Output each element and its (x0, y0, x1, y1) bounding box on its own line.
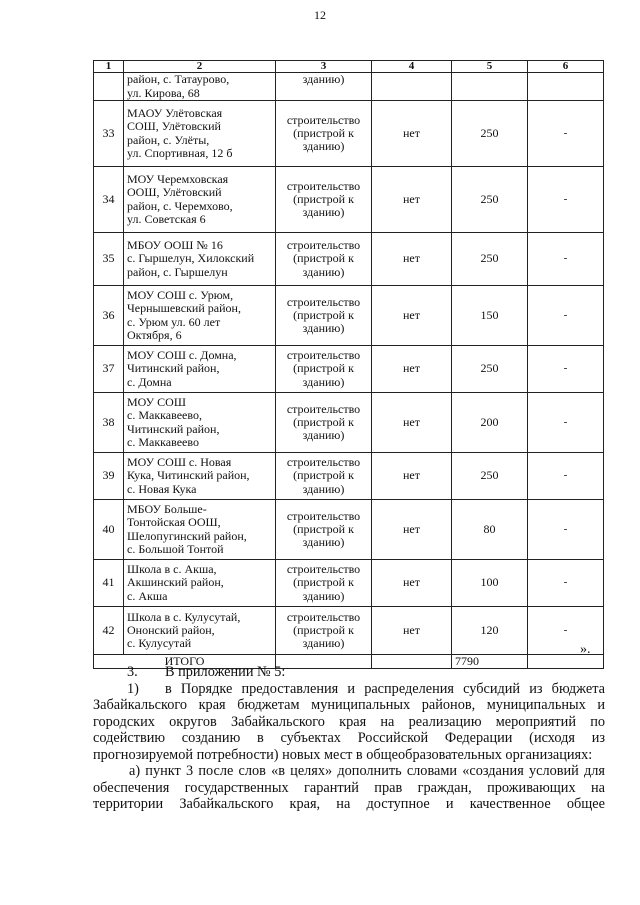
cell-col4: нет (372, 560, 452, 607)
table-row-continuation (94, 73, 604, 101)
row-number: 36 (94, 286, 124, 346)
work-type: строительство (пристрой к зданию) (276, 233, 372, 286)
cell-col6: - (528, 607, 604, 655)
work-type: зданию) (276, 73, 372, 101)
row-number: 38 (94, 393, 124, 453)
item-3-text: В приложении № 5: (165, 664, 286, 680)
school-name-address: МОУ СОШ с. Новая Кука, Читинский район, с. Новая Кука (124, 453, 276, 500)
table-row (94, 393, 604, 453)
cell-col6 (528, 73, 604, 101)
school-name-address: МОУ СОШ с. Маккавеево, Читинский район, с. Маккавеево (124, 393, 276, 453)
work-type: строительство (пристрой к зданию) (276, 393, 372, 453)
cell-col5: 250 (452, 346, 528, 393)
table-row (94, 500, 604, 560)
cell-col6: - (528, 500, 604, 560)
school-name-address: МОУ СОШ с. Домна, Читинский район, с. Домна (124, 346, 276, 393)
cell-col5: 250 (452, 453, 528, 500)
school-name-address: МБОУ ООШ № 16 с. Гыршелун, Хилокский район, с. Гыршелун (124, 233, 276, 286)
total-value: 7790 (452, 655, 528, 669)
column-header: 4 (372, 61, 452, 73)
amendment-text (93, 664, 605, 813)
work-type: строительство (пристрой к зданию) (276, 453, 372, 500)
cell-col5: 150 (452, 286, 528, 346)
schools-table (93, 60, 604, 669)
row-number: 33 (94, 101, 124, 167)
cell-col4: нет (372, 167, 452, 233)
work-type: строительство (пристрой к зданию) (276, 500, 372, 560)
cell-col6: - (528, 453, 604, 500)
row-number (94, 73, 124, 101)
cell-col5: 200 (452, 393, 528, 453)
row-number: 42 (94, 607, 124, 655)
table-row (94, 286, 604, 346)
cell-col4: нет (372, 233, 452, 286)
work-type: строительство (пристрой к зданию) (276, 346, 372, 393)
cell-col6: - (528, 393, 604, 453)
work-type: строительство (пристрой к зданию) (276, 167, 372, 233)
item-3 (93, 664, 605, 681)
column-header: 5 (452, 61, 528, 73)
row-number: 41 (94, 560, 124, 607)
work-type: строительство (пристрой к зданию) (276, 560, 372, 607)
cell-col5 (452, 73, 528, 101)
item-3-marker: 3. (127, 664, 138, 680)
item-1-first-line (93, 681, 605, 698)
table-row (94, 101, 604, 167)
item-1-marker: 1) (127, 680, 139, 697)
table-row (94, 453, 604, 500)
cell-col6: - (528, 560, 604, 607)
item-1-text: Забайкальского края бюджетам муниципальных районов, муниципальных и городских округов Забайкальского края на реализацию мероприятий по содействию созданию в субъектах Российской Федерации (исходя из прогнозируемой потребности) новых мест в общеобразовательных организациях: (93, 697, 605, 763)
column-header: 3 (276, 61, 372, 73)
cell-col6: - (528, 101, 604, 167)
cell-col5: 250 (452, 167, 528, 233)
table-header-row (94, 61, 604, 73)
table-row (94, 607, 604, 655)
item-a-text: а) пункт 3 после слов «в целях» дополнить словами «создания условий для обеспечения государственных гарантий прав граждан, проживающих на территории Забайкальского края, на доступное и качественное общее (93, 763, 605, 812)
work-type: строительство (пристрой к зданию) (276, 607, 372, 655)
row-number: 40 (94, 500, 124, 560)
item-1-first-text: в Порядке предоставления и распределения субсидий из бюджета (165, 680, 605, 697)
school-name-address: МБОУ Больше- Тонтойская ООШ, Шелопугинский район, с. Большой Тонтой (124, 500, 276, 560)
cell-col4 (372, 73, 452, 101)
cell-col4: нет (372, 101, 452, 167)
column-header: 1 (94, 61, 124, 73)
table-row (94, 233, 604, 286)
table-row (94, 167, 604, 233)
closing-quote: ». (580, 642, 591, 657)
cell-col6: - (528, 346, 604, 393)
school-name-address: Школа в с. Акша, Акшинский район, с. Акша (124, 560, 276, 607)
column-header: 6 (528, 61, 604, 73)
cell-col5: 250 (452, 233, 528, 286)
work-type: строительство (пристрой к зданию) (276, 101, 372, 167)
total-label: ИТОГО (94, 655, 276, 669)
cell-col6: - (528, 167, 604, 233)
cell-col4: нет (372, 286, 452, 346)
row-number: 35 (94, 233, 124, 286)
row-number: 39 (94, 453, 124, 500)
cell-col4: нет (372, 500, 452, 560)
school-name-address: МОУ СОШ с. Урюм, Чернышевский район, с. Урюм ул. 60 лет Октября, 6 (124, 286, 276, 346)
page-number: 12 (314, 8, 326, 22)
cell-col6: - (528, 286, 604, 346)
cell-col5: 120 (452, 607, 528, 655)
cell-col4: нет (372, 346, 452, 393)
table-row (94, 560, 604, 607)
cell-col4: нет (372, 393, 452, 453)
cell-col5: 80 (452, 500, 528, 560)
school-name-address: Школа в с. Кулусутай, Ононский район, с. Кулусутай (124, 607, 276, 655)
table-row (94, 346, 604, 393)
cell-col6: - (528, 233, 604, 286)
cell-col5: 250 (452, 101, 528, 167)
school-name-address: район, с. Татаурово, ул. Кирова, 68 (124, 73, 276, 101)
cell-col5: 100 (452, 560, 528, 607)
row-number: 37 (94, 346, 124, 393)
school-name-address: МОУ Черемховская ООШ, Улётовский район, с. Черемхово, ул. Советская 6 (124, 167, 276, 233)
school-name-address: МАОУ Улётовская СОШ, Улётовский район, с. Улёты, ул. Спортивная, 12 б (124, 101, 276, 167)
cell-col4: нет (372, 453, 452, 500)
column-header: 2 (124, 61, 276, 73)
cell-col4: нет (372, 607, 452, 655)
row-number: 34 (94, 167, 124, 233)
work-type: строительство (пристрой к зданию) (276, 286, 372, 346)
